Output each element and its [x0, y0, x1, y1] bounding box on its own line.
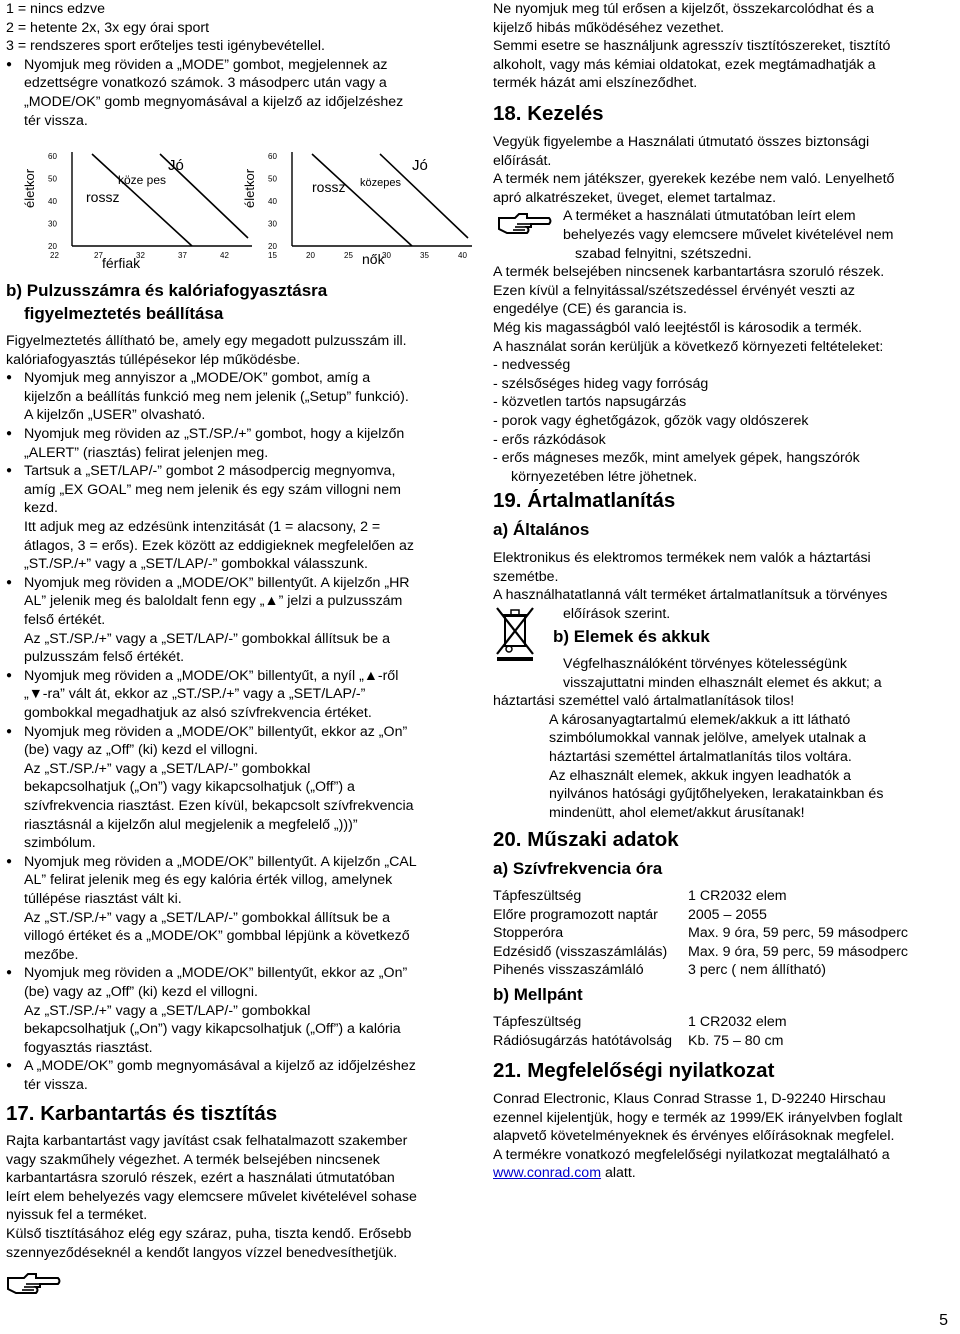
section-heading: 19. Ártalmatlanítás: [493, 489, 676, 512]
bullet-line: A kijelzőn „USER” olvasható.: [24, 407, 206, 424]
paragraph-line: háztartási szeméttel ártalmatlanítás tilos voltára.: [549, 749, 852, 765]
spec-key: Edzésidő (visszaszámlálás): [493, 943, 668, 960]
paragraph-line: A termék nem játékszer, gyerekek kezébe nem való. Lenyelhető: [493, 171, 895, 188]
pointing-hand-icon: [497, 208, 553, 238]
paragraph-line: Semmi esetre se használjunk agresszív tisztítószereket, tisztító: [493, 38, 891, 55]
chart-xtick: 42: [220, 251, 229, 260]
paragraph-line: 2 = hetente 2x, 3x egy órai sport: [6, 19, 210, 36]
paragraph-line: alapvető követelményeknek és érvényes előírásoknak megfelel.: [493, 1128, 895, 1145]
chart-xtick: 27: [94, 251, 103, 260]
paragraph-line: A használat során kerüljük a következő környezeti feltételeket:: [493, 338, 884, 355]
chart-xtick: 20: [306, 251, 315, 260]
bullet-line: „ALERT” (riasztás) felirat jelenjen meg.: [24, 444, 269, 461]
spec-key: Stopperóra: [493, 925, 564, 942]
chart-xtick: 35: [420, 251, 429, 260]
crossed-wheelie-bin-icon: [493, 604, 539, 662]
section-heading: 18. Kezelés: [493, 102, 604, 125]
chart-xtick: 32: [136, 251, 145, 260]
spec-value: 3 perc ( nem állítható): [688, 962, 826, 979]
bullet-icon: ●: [6, 1060, 13, 1072]
spec-row: [493, 943, 909, 961]
bullet-line: Nyomjuk meg röviden a „MODE/OK” billentyűt. A kijelzőn „CAL: [24, 853, 417, 870]
paragraph-line: háztartási szeméttel való ártalmatlanítások tilos!: [493, 693, 795, 710]
paragraph-line: szennyeződéseknél a kendőt langyos vízzel benedvesíthetjük.: [6, 1244, 398, 1261]
bullet-line: kijelzőn a beállítás funkció meg nem jelenik („Setup” funkció).: [24, 388, 409, 405]
paragraph-line: Végfelhasználóként törvényes kötelességünk: [563, 656, 847, 672]
bullet-line: Itt adjuk meg az edzésünk intenzitását (1 = alacsony, 2 =: [24, 519, 381, 535]
chart-ytick: 40: [48, 197, 57, 206]
paragraph-line: szabad felnyitni, szétszedni.: [575, 245, 752, 262]
section-heading: 17. Karbantartás és tisztítás: [6, 1102, 278, 1125]
bullet-icon: ●: [6, 725, 13, 737]
bullet-line: „MODE/OK” gomb megnyomásával a kijelző az időjelzéshez: [24, 94, 404, 110]
paragraph-line: 1 = nincs edzve: [6, 1, 105, 17]
chart-ytick: 60: [48, 152, 57, 161]
paragraph-line: A terméket a használati útmutatóban leírt elem: [563, 208, 856, 225]
bullet-line: villogó értéket és a „MODE/OK” gombbal lépjünk a következő: [24, 928, 410, 945]
chart-boundary-line: [312, 154, 412, 246]
paragraph-line: alkoholt, vagy más kémiai oldatokat, ezek megtámadhatják a: [493, 56, 876, 73]
bullet-line: AL” jelenik meg és baloldalt fenn egy „▲” jelzi a pulzusszám: [24, 593, 403, 610]
bullet-line: gombokkal megadhatjuk az alsó szívfrekvencia értéket.: [24, 705, 372, 721]
bullet-line: „▼-ra” vált át, ekkor az „ST./SP./+” vagy a „SET/LAP/-”: [24, 686, 366, 703]
chart-label-poor: rossz: [312, 179, 346, 195]
spec-value: 1 CR2032 elem: [688, 1014, 787, 1030]
paragraph-line: A károsanyagtartalmú elemek/akkuk a itt látható: [549, 711, 851, 728]
subsection-heading: a) Általános: [493, 520, 590, 539]
spec-key: Pihenés visszaszámláló: [493, 962, 644, 979]
paragraph-line: - szélsőséges hideg vagy forróság: [493, 375, 709, 392]
bullet-icon: ●: [6, 465, 13, 477]
paragraph-line: kalóriafogyasztás túllépésekor lép működésbe.: [6, 351, 301, 368]
bullet-icon: ●: [6, 58, 13, 70]
chart-label-poor: rossz: [86, 189, 120, 205]
bullet-line: tér vissza.: [24, 1077, 88, 1093]
bullet-icon: ●: [6, 967, 13, 979]
paragraph-line: Ezen kívül a felnyitással/szétszedéssel érvényét veszti az: [493, 282, 855, 299]
chart-women: [242, 148, 476, 278]
spec-row: [493, 906, 767, 924]
conrad-website-link[interactable]: www.conrad.com: [493, 1165, 602, 1182]
paragraph-line: behelyezés vagy elemcsere művelet kivételével nem: [563, 227, 894, 243]
paragraph-line: - nedvesség: [493, 357, 571, 374]
bullet-icon: ●: [6, 669, 13, 681]
spec-key: Tápfeszültség: [493, 1014, 582, 1030]
paragraph-line: Figyelmeztetés állítható be, amely egy megadott pulzusszám ill.: [6, 333, 407, 349]
bullet-line: bekapcsolhatjuk („On”) vagy kikapcsolhatjuk („Off”) a kalória: [24, 1021, 401, 1038]
bullet-line: Nyomjuk meg röviden az „ST./SP./+” gombot, hogy a kijelzőn: [24, 426, 405, 442]
bullet-line: Nyomjuk meg röviden a „MODE/OK” billentyűt, a nyíl „▲-ről: [24, 667, 399, 684]
paragraph-line: A termék belsejében nincsenek karbantartásra szoruló részek.: [493, 264, 885, 281]
subsection-heading: a) Szívfrekvencia óra: [493, 859, 663, 878]
subsection-heading: b) Mellpánt: [493, 985, 583, 1004]
bullet-line: A „MODE/OK” gomb megnyomásával a kijelző az időjelzéshez: [24, 1058, 416, 1075]
spec-row: [493, 924, 909, 942]
bullet-line: mezőbe.: [24, 946, 79, 963]
bullet-line: Nyomjuk meg röviden a „MODE/OK” billentyűt, ekkor az „On”: [24, 723, 408, 740]
bullet-line: fogyasztás riasztást.: [24, 1039, 153, 1056]
pointing-hand-icon: [6, 1268, 62, 1298]
paragraph-line: - közvetlen tartós napsugárzás: [493, 394, 687, 411]
chart-ytick: 50: [48, 174, 57, 184]
chart-xtick: 25: [344, 251, 353, 260]
chart-xtick: 22: [50, 251, 59, 260]
paragraph-line: ezennel kijelentjük, hogy e termék az 1999/EK irányelvben foglalt: [493, 1109, 903, 1126]
paragraph-line: karbantartásra szoruló részek, ezért a használati útmutatóban: [6, 1170, 395, 1187]
spec-value: 1 CR2032 elem: [688, 888, 787, 904]
paragraph-line: - erős mágneses mezők, mint amelyek gépek, hangszórók: [493, 450, 860, 467]
paragraph-line: nyissuk fel a terméket.: [6, 1207, 148, 1224]
paragraph-line: szimbólumokkal vannak jelölve, amelyek utalnak a: [549, 730, 867, 747]
paragraph-line: mindenütt, ahol elemet/akkut árusítanak!: [549, 804, 805, 821]
paragraph-line: vagy szakműhely végezhet. A termék belsejében nincsenek: [6, 1151, 380, 1168]
chart-men: [22, 148, 256, 278]
bullet-line: Nyomjuk meg röviden a „MODE/OK” billentyűt. A kijelzőn „HR: [24, 574, 410, 591]
bullet-line: Az „ST./SP./+” vagy a „SET/LAP/-” gombokkal állítsuk be a: [24, 909, 391, 926]
paragraph-line: Ne nyomjuk meg túl erősen a kijelzőt, összekarcolódhat és a: [493, 1, 874, 17]
chart-ytick: 60: [268, 152, 277, 161]
bullet-line: bekapcsolhatjuk („On”) vagy kikapcsolhatjuk („Off”) a: [24, 779, 355, 796]
paragraph-line: engedélye (CE) és garancia is.: [493, 301, 687, 318]
subsection-heading: b) Elemek és akkuk: [553, 627, 710, 646]
paragraph-line: termék házát ami elszíneződhet.: [493, 75, 698, 92]
bullet-line: felső értékét.: [24, 612, 106, 628]
chart-xtick: 40: [458, 251, 467, 260]
bullet-line: Nyomjuk meg röviden a „MODE” gombot, megjelennek az: [24, 56, 388, 73]
chart-label-good: Jó: [168, 157, 184, 174]
bullet-line: riasztásnál a kijelzőn alul megjelenik a megfelelő „)))”: [24, 816, 358, 833]
paragraph-line: Conrad Electronic, Klaus Conrad Strasse 1, D-92240 Hirschau: [493, 1091, 886, 1107]
paragraph-line: - porok vagy éghetőgázok, gőzök vagy oldószerek: [493, 413, 809, 429]
paragraph-line: - erős rázkódások: [493, 431, 606, 448]
spec-key: Tápfeszültség: [493, 888, 582, 904]
paragraph-line: A termékre vonatkozó megfelelőségi nyilatkozat megtalálható a: [493, 1146, 890, 1163]
chart-label-mid: közepes: [360, 177, 401, 189]
bullet-line: Az „ST./SP./+” vagy a „SET/LAP/-” gombokkal állítsuk be a: [24, 630, 391, 647]
chart-xtick: 30: [382, 251, 391, 260]
bullet-line: (be) vagy az „Off” (ki) kezd el villogni.: [24, 742, 258, 759]
section-title: figyelmeztetés beállítása: [24, 304, 224, 323]
page-number: 5: [939, 1312, 948, 1329]
bullet-line: amíg „EX GOAL” meg nem jelenik és egy szám villogni nem: [24, 481, 401, 498]
spec-value: 2005 – 2055: [688, 906, 767, 923]
bullet-line: edzettségre vonatkozó számok. 3 másodperc után vagy a: [24, 75, 387, 92]
chart-label-mid: köze pes: [118, 173, 167, 187]
paragraph-line: Elektronikus és elektromos termékek nem valók a háztartási: [493, 550, 871, 566]
paragraph-line: előírását.: [493, 152, 552, 169]
bullet-line: (be) vagy az „Off” (ki) kezd el villogni.: [24, 984, 258, 1000]
chart-xlabel: nők: [362, 251, 385, 267]
paragraph-line: szemétbe.: [493, 568, 559, 585]
bullet-line: túllépése riasztást vált ki.: [24, 891, 182, 907]
chart-ylabel: életkor: [242, 168, 257, 208]
spec-row: [493, 1013, 787, 1031]
chart-xtick: 15: [268, 251, 277, 260]
paragraph-line: apró alkatrészeket, üveget, elemet tartalmaz.: [493, 189, 777, 206]
spec-value: Kb. 75 – 80 cm: [688, 1032, 784, 1049]
paragraph-line: Az elhasznált elemek, akkuk ingyen leadhatók a: [549, 767, 852, 784]
bullet-icon: ●: [6, 428, 13, 439]
paragraph-line: kijelző hibás működéséhez vezethet.: [493, 19, 725, 36]
paragraph-line: leírt elem behelyezés vagy elemcsere művelet kivételével sohase: [6, 1188, 417, 1205]
spec-value: Max. 9 óra, 59 perc, 59 másodperc: [688, 925, 909, 942]
paragraph-line: Vegyük figyelembe a Használati útmutató összes biztonsági: [493, 134, 870, 150]
chart-ylabel: életkor: [22, 168, 37, 208]
spec-value: Max. 9 óra, 59 perc, 59 másodperc: [688, 943, 909, 960]
bullet-line: „ST./SP./+” vagy a „SET/LAP/-” gombokkal válasszunk.: [24, 556, 368, 573]
chart-xlabel: férfiak: [102, 255, 141, 271]
bullet-line: átlagos, 3 = erős). Ezek között az eddigieknek megfelelően az: [24, 537, 414, 554]
bullet-line: szívfrekvencia riasztást. Ezen kívül, bekapcsolt szívfrekvencia: [24, 798, 414, 814]
bullet-icon: ●: [6, 855, 13, 867]
paragraph-line: 3 = rendszeres sport erőteljes testi igénybevétellel.: [6, 38, 325, 55]
paragraph-line: Rajta karbantartást vagy javítást csak felhatalmazott szakember: [6, 1133, 408, 1149]
bullet-icon: ●: [6, 372, 13, 384]
bullet-line: AL” felirat jelenik meg és egy kalória érték villog, amelynek: [24, 872, 393, 889]
paragraph-line: nyilvános hatósági gyűjtőhelyeken, lerakatainkban és: [549, 786, 884, 803]
chart-ytick: 20: [48, 242, 57, 251]
bullet-line: tér vissza.: [24, 112, 88, 129]
bullet-line: pulzusszám felső értékét.: [24, 649, 185, 666]
chart-xtick: 37: [178, 251, 187, 260]
paragraph-line: Még kis magasságból való leejtéstől is károsodik a termék.: [493, 320, 863, 336]
bullet-line: Az „ST./SP./+” vagy a „SET/LAP/-” gombokkal: [24, 1002, 311, 1019]
chart-ytick: 20: [268, 242, 277, 251]
section-heading: 21. Megfelelőségi nyilatkozat: [493, 1059, 775, 1082]
chart-ytick: 50: [268, 174, 277, 184]
chart-ytick: 30: [268, 219, 277, 229]
paragraph-line: előírások szerint.: [563, 605, 671, 622]
chart-label-good: Jó: [412, 157, 428, 174]
spec-key: Rádiósugárzás hatótávolság: [493, 1032, 673, 1049]
spec-key: Előre programozott naptár: [493, 906, 658, 923]
section-heading: 20. Műszaki adatok: [493, 828, 679, 851]
paragraph-line: visszajuttatni minden elhasznált elemet és akkut; a: [563, 674, 882, 691]
paragraph-line: A használhatatlanná vált terméket ártalmatlanítsuk a törvényes: [493, 587, 888, 604]
bullet-line: Az „ST./SP./+” vagy a „SET/LAP/-” gombokkal: [24, 760, 311, 777]
spec-row: [493, 961, 826, 979]
bullet-icon: ●: [6, 576, 13, 588]
section-title: b) Pulzusszámra és kalóriafogyasztásra: [6, 281, 328, 300]
bullet-line: kezd.: [24, 500, 58, 517]
link-suffix: alatt.: [601, 1165, 636, 1182]
paragraph-line: [493, 1164, 636, 1182]
chart-ytick: 40: [268, 197, 277, 206]
spec-row: [493, 1032, 784, 1050]
paragraph-line: Külső tisztításához elég egy száraz, puha, tiszta kendő. Erősebb: [6, 1226, 412, 1242]
paragraph-line: környezetében létre jöhetnek.: [511, 468, 698, 485]
bullet-line: Tartsuk a „SET/LAP/-” gombot 2 másodpercig megnyomva,: [24, 463, 396, 480]
bullet-line: Nyomjuk meg annyiszor a „MODE/OK” gombot, amíg a: [24, 370, 371, 387]
bullet-line: szimbólum.: [24, 835, 96, 852]
chart-ytick: 30: [48, 219, 57, 229]
bullet-line: Nyomjuk meg röviden a „MODE/OK” billentyűt, ekkor az „On”: [24, 965, 408, 982]
spec-row: [493, 887, 787, 905]
